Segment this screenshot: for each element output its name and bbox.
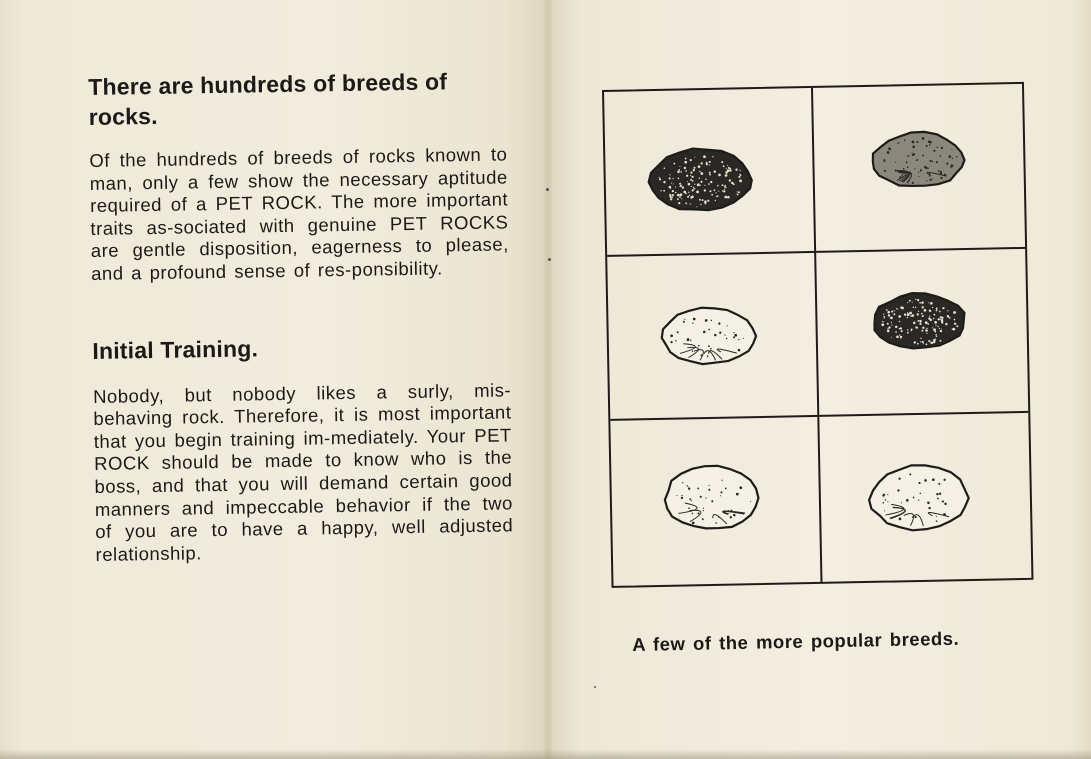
section-body-training: Nobody, but nobody likes a surly, mis-behaving rock. Therefore, it is most important that you begin training im-mediately. Your PET ROCK should be made to know who is the boss, and that you will demand certain good manners and impeccable behavior if the two of you are to have a happy, well adjusted relationship.	[92, 378, 514, 565]
rock-outline	[872, 131, 965, 187]
rock-cell	[610, 417, 822, 586]
paper-speck	[546, 188, 549, 191]
paper-speck	[548, 258, 551, 261]
rock-illustration	[869, 290, 970, 354]
section-heading-training: Initial Training.	[92, 334, 259, 364]
rock-cell	[607, 253, 819, 422]
paper-speck	[594, 686, 596, 688]
rock-illustration	[658, 304, 759, 370]
rock-outline	[868, 465, 969, 532]
rock-outline	[648, 147, 752, 211]
section-training	[92, 329, 514, 566]
rock-cell	[813, 84, 1025, 253]
rock-illustration	[868, 129, 969, 193]
rock-illustration	[645, 145, 756, 217]
rock-breeds-figure	[602, 82, 1031, 586]
rock-outline	[664, 465, 759, 529]
rock-grid	[602, 82, 1033, 588]
rock-cell	[819, 413, 1031, 582]
section-body-breeds: Of the hundreds of breeds of rocks known to man, only a few show the necessary aptitude required of a PET ROCK. The more important traits as-sociated with genuine PET ROCKS are gentle disposition, eagerness to please, and a profound sense of res-ponsibility.	[89, 143, 509, 284]
figure-caption: A few of the more popular breeds.	[632, 627, 960, 655]
rock-illustration	[661, 462, 762, 536]
rock-outline	[661, 306, 756, 364]
rock-cell	[816, 249, 1028, 418]
rock-illustration	[866, 462, 971, 536]
left-text-column	[88, 65, 514, 566]
section-heading-breeds: There are hundreds of breeds of rocks.	[88, 68, 448, 130]
section-breeds	[88, 65, 509, 285]
rock-cell	[604, 88, 816, 257]
page-bottom-edge	[0, 749, 1091, 759]
book-gutter	[544, 0, 552, 759]
